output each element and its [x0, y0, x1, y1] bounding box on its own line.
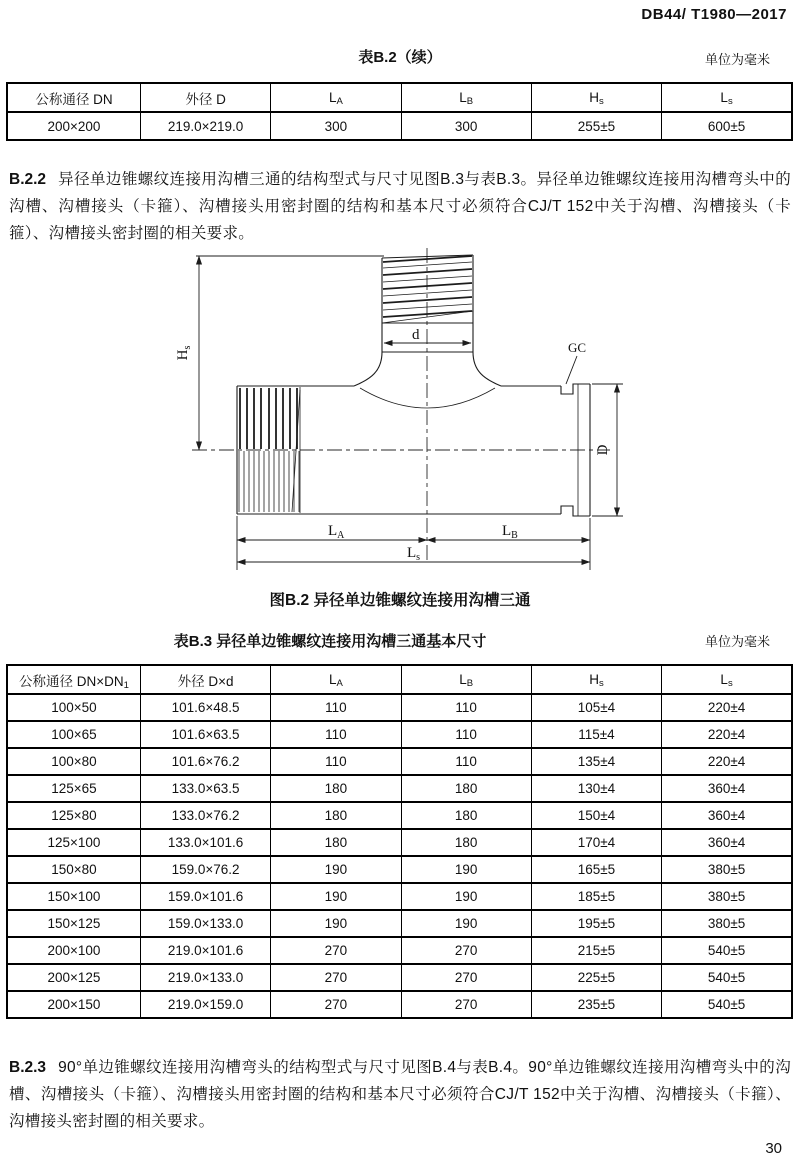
label-ls: $L_s$ [407, 545, 421, 563]
column-header: $L_B$ [401, 665, 531, 694]
clause-b23-paragraph [9, 1054, 791, 1135]
table-cell: 190 [401, 856, 531, 883]
table-cell: 125×80 [7, 802, 140, 829]
table-cell: 135±4 [531, 748, 661, 775]
table-cell: 220±4 [662, 748, 792, 775]
table-cell: 270 [271, 991, 401, 1018]
table-cell: 300 [401, 112, 531, 140]
table-cell: 270 [401, 964, 531, 991]
table-row [7, 694, 792, 721]
dimension-diameter [592, 384, 623, 516]
table-cell: 219.0×101.6 [140, 937, 270, 964]
table-cell: 133.0×76.2 [140, 802, 270, 829]
table-cell: 150±4 [531, 802, 661, 829]
table-cell: 110 [271, 694, 401, 721]
table-row [7, 748, 792, 775]
table-cell: 220±4 [662, 721, 792, 748]
table-cell: 101.6×48.5 [140, 694, 270, 721]
table-cell: 380±5 [662, 883, 792, 910]
table-cell: 180 [401, 775, 531, 802]
table-header-row [7, 83, 792, 112]
column-header: 外径 D×d [140, 665, 270, 694]
table-cell: 110 [271, 721, 401, 748]
label-d: d [412, 327, 420, 343]
gc-callout [566, 340, 586, 384]
table-b3-title: 表B.3 异径单边锥螺纹连接用沟槽三通基本尺寸 [173, 633, 487, 650]
column-header: $L_s$ [662, 665, 792, 694]
table-cell: 360±4 [662, 829, 792, 856]
dimension-d [384, 327, 471, 343]
dimension-hs [175, 256, 384, 450]
table-cell: 270 [271, 937, 401, 964]
table-cell: 270 [401, 991, 531, 1018]
table-row [7, 883, 792, 910]
table-cell: 200×150 [7, 991, 140, 1018]
table-cell: 180 [271, 775, 401, 802]
table-cell: 219.0×219.0 [140, 112, 270, 140]
table-cell: 270 [401, 937, 531, 964]
table-cell: 190 [271, 910, 401, 937]
table-row [7, 112, 792, 140]
table-cell: 125×65 [7, 775, 140, 802]
branch-neck [354, 323, 501, 408]
clause-b22-paragraph [9, 166, 791, 247]
table-row [7, 721, 792, 748]
table-b3-title-row [0, 630, 800, 651]
table-cell: 101.6×63.5 [140, 721, 270, 748]
table-cell: 380±5 [662, 856, 792, 883]
figure-b2 [140, 248, 665, 578]
table-cell: 110 [401, 694, 531, 721]
clause-b22-text: 异径单边锥螺纹连接用沟槽三通的结构型式与尺寸见图B.3与表B.3。异径单边锥螺纹连接用沟槽弯头中的沟槽、沟槽接头（卡箍）、沟槽接头用密封圈的结构和基本尺寸必须符合CJ/T 152中关于沟槽、沟槽接头（卡箍）、沟槽接头密封圈的相关要求。 [9, 170, 791, 242]
column-header: 外径 D [140, 83, 270, 112]
table-row [7, 856, 792, 883]
table-cell: 360±4 [662, 802, 792, 829]
column-header: $H_s$ [531, 83, 661, 112]
table-cell: 190 [401, 883, 531, 910]
label-hs: $H_s$ [175, 345, 193, 361]
table-cell: 159.0×76.2 [140, 856, 270, 883]
column-header: $L_B$ [401, 83, 531, 112]
table-cell: 180 [401, 802, 531, 829]
table-row [7, 829, 792, 856]
table-b3-unit-note: 单位为毫米 [705, 634, 771, 649]
table-cell: 185±5 [531, 883, 661, 910]
table-cell: 219.0×159.0 [140, 991, 270, 1018]
table-cell: 110 [401, 748, 531, 775]
column-header: $L_A$ [271, 83, 401, 112]
column-header: 公称通径 $DN\times DN_1$ [7, 665, 140, 694]
table-cell: 180 [271, 802, 401, 829]
table-cell: 170±4 [531, 829, 661, 856]
branch-threads [382, 255, 473, 352]
table-cell: 110 [271, 748, 401, 775]
table-cell: 360±4 [662, 775, 792, 802]
figure-b2-caption: 图B.2 异径单边锥螺纹连接用沟槽三通 [269, 592, 531, 609]
table-b2-unit-note: 单位为毫米 [704, 52, 770, 67]
table-cell: 190 [401, 910, 531, 937]
table-row [7, 937, 792, 964]
table-cell: 255±5 [531, 112, 661, 140]
label-gc: GC [568, 340, 587, 355]
table-cell: 225±5 [531, 964, 661, 991]
table-cell: 100×50 [7, 694, 140, 721]
table-cell: 115±4 [531, 721, 661, 748]
table-row [7, 964, 792, 991]
table-cell: 540±5 [662, 937, 792, 964]
table-cell: 125×100 [7, 829, 140, 856]
table-cell: 600±5 [662, 112, 792, 140]
table-cell: 200×125 [7, 964, 140, 991]
page-number: 30 [765, 1140, 782, 1157]
clause-b22-number: B.2.2 [9, 170, 47, 188]
table-b2-title: 表B.2（续） [358, 49, 442, 66]
dimension-la-lb-ls [237, 516, 590, 570]
table-cell: 235±5 [531, 991, 661, 1018]
table-cell: 180 [271, 829, 401, 856]
table-cell: 540±5 [662, 964, 792, 991]
table-row [7, 802, 792, 829]
table-cell: 130±4 [531, 775, 661, 802]
table-cell: 220±4 [662, 694, 792, 721]
label-diameter: D [595, 444, 611, 456]
table-b2 [6, 82, 793, 141]
table-cell: 180 [401, 829, 531, 856]
table-row [7, 775, 792, 802]
table-b3-container [6, 664, 793, 1019]
table-b2-container [6, 82, 793, 141]
clause-b23-text: 90°单边锥螺纹连接用沟槽弯头的结构型式与尺寸见图B.4与表B.4。90°单边锥螺纹连接用沟槽弯头中的沟槽、沟槽接头（卡箍）、沟槽接头用密封圈的结构和基本尺寸必须符合CJ/T 152中关于沟槽、沟槽接头（卡箍）、沟槽接头密封圈的相关要求。 [9, 1058, 791, 1130]
table-cell: 190 [271, 856, 401, 883]
figure-b2-diagram [140, 248, 665, 578]
column-header: $L_A$ [271, 665, 401, 694]
table-cell: 101.6×76.2 [140, 748, 270, 775]
column-header: 公称通径 DN [7, 83, 140, 112]
table-cell: 105±4 [531, 694, 661, 721]
table-cell: 300 [271, 112, 401, 140]
table-cell: 159.0×133.0 [140, 910, 270, 937]
table-cell: 150×125 [7, 910, 140, 937]
doc-number: DB44/ T1980—2017 [641, 6, 787, 23]
table-cell: 165±5 [531, 856, 661, 883]
table-cell: 150×100 [7, 883, 140, 910]
table-row [7, 991, 792, 1018]
table-row [7, 910, 792, 937]
table-cell: 133.0×101.6 [140, 829, 270, 856]
table-cell: 100×80 [7, 748, 140, 775]
label-lb: $L_B$ [502, 523, 518, 541]
label-la: $L_A$ [328, 523, 345, 541]
table-cell: 380±5 [662, 910, 792, 937]
table-cell: 159.0×101.6 [140, 883, 270, 910]
table-cell: 215±5 [531, 937, 661, 964]
table-cell: 200×200 [7, 112, 140, 140]
table-b3 [6, 664, 793, 1019]
table-cell: 200×100 [7, 937, 140, 964]
table-cell: 219.0×133.0 [140, 964, 270, 991]
clause-b23-number: B.2.3 [9, 1058, 47, 1076]
table-cell: 110 [401, 721, 531, 748]
table-cell: 195±5 [531, 910, 661, 937]
table-cell: 133.0×63.5 [140, 775, 270, 802]
table-cell: 190 [271, 883, 401, 910]
table-cell: 270 [271, 964, 401, 991]
table-cell: 100×65 [7, 721, 140, 748]
table-cell: 540±5 [662, 991, 792, 1018]
column-header: $H_s$ [531, 665, 661, 694]
table-cell: 150×80 [7, 856, 140, 883]
table-header-row [7, 665, 792, 694]
column-header: $L_s$ [662, 83, 792, 112]
